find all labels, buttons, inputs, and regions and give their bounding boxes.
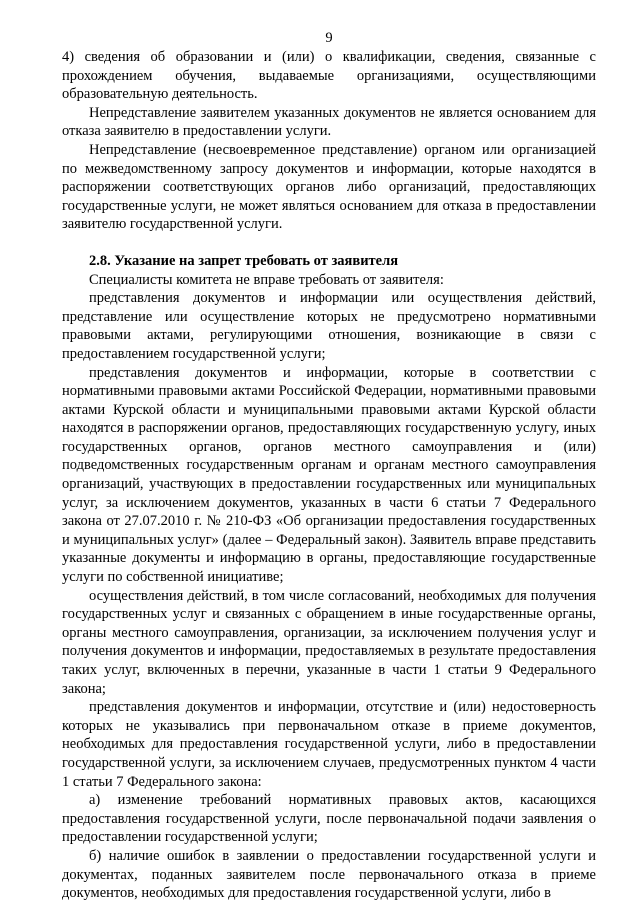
paragraph-exception-b: б) наличие ошибок в заявлении о предоставлении государственной услуги и документах, поданных заявителем после первоначального отказа в приеме документов, необходимых для предоставления государственной услуги, либо в (62, 847, 596, 902)
paragraph-interagency-request: Непредставление (несвоевременное представление) органом или организацией по межведомственному запросу документов и информации, которые находятся в распоряжении соответствующих органов либо организаций, предоставляющих государственные услуги, не может являться основанием для отказа в предоставлении заявителю государственной услуги. (62, 141, 596, 233)
paragraph-exception-a: а) изменение требований нормативных правовых актов, касающихся предоставления государственной услуги, после первоначальной подачи заявления о предоставлении государственной услуги; (62, 792, 596, 846)
section-gap (62, 234, 596, 252)
paragraph-intro: Специалисты комитета не вправе требовать от заявителя: (89, 271, 444, 288)
page-number: 9 (325, 30, 333, 46)
section-heading: 2.8. Указание на запрет требовать от заявителя (89, 252, 399, 269)
paragraph-prohibition-2: представления документов и информации, которые в соответствии с нормативными правовыми актами Российской Федерации, нормативными правовыми актами Курской области и муниципальными правовыми актами Курской области находятся в распоряжении органов, предоставляющих государственную услугу, иных государственных органов, органов местного самоуправления и (или) подведомственных государственным органам и органам местного самоуправления организаций, участвующих в предоставлении государственных или муниципальных услуг, за исключением документов, указанных в части 6 статьи 7 Федерального закона от 27.07.2010 г. № 210-ФЗ «Об организации предоставления государственных и муниципальных услуг» (далее – Федеральный закон). Заявитель вправе представить указанные документы и информацию в органы, предоставляющие государственные услуги по собственной инициативе; (62, 364, 596, 586)
paragraph-prohibition-4: представления документов и информации, отсутствие и (или) недостоверность которых не указывались при первоначальном отказе в приеме документов, необходимых для предоставления государственной услуги, либо в предоставлении государственной услуги, за исключением случаев, предусмотренных пунктом 4 части 1 статьи 7 Федерального закона: (62, 699, 596, 790)
paragraph-prohibition-3: осуществления действий, в том числе согласований, необходимых для получения государственных услуг и связанных с обращением в иные государственные органы, органы местного самоуправления, организации, за исключением получения услуг и получения документов и информации, предоставляемых в результате предоставления таких услуг, включенных в перечни, указанные в части 1 статьи 9 Федерального закона; (62, 587, 596, 697)
paragraph-item-4-education: 4) сведения об образовании и (или) о квалификации, сведения, связанные с прохождением обучения, выдаваемые организациями, осуществляющими образовательную деятельность. (62, 49, 596, 103)
paragraph-non-submission: Непредставление заявителем указанных документов не является основанием для отказа заявителю в предоставлении услуги. (62, 104, 596, 140)
paragraph-prohibition-1: представления документов и информации или осуществления действий, представление или осуществление которых не предусмотрено нормативными правовыми актами, регулирующими отношения, возникающие в связи с предоставлением государственной услуги; (62, 290, 596, 362)
